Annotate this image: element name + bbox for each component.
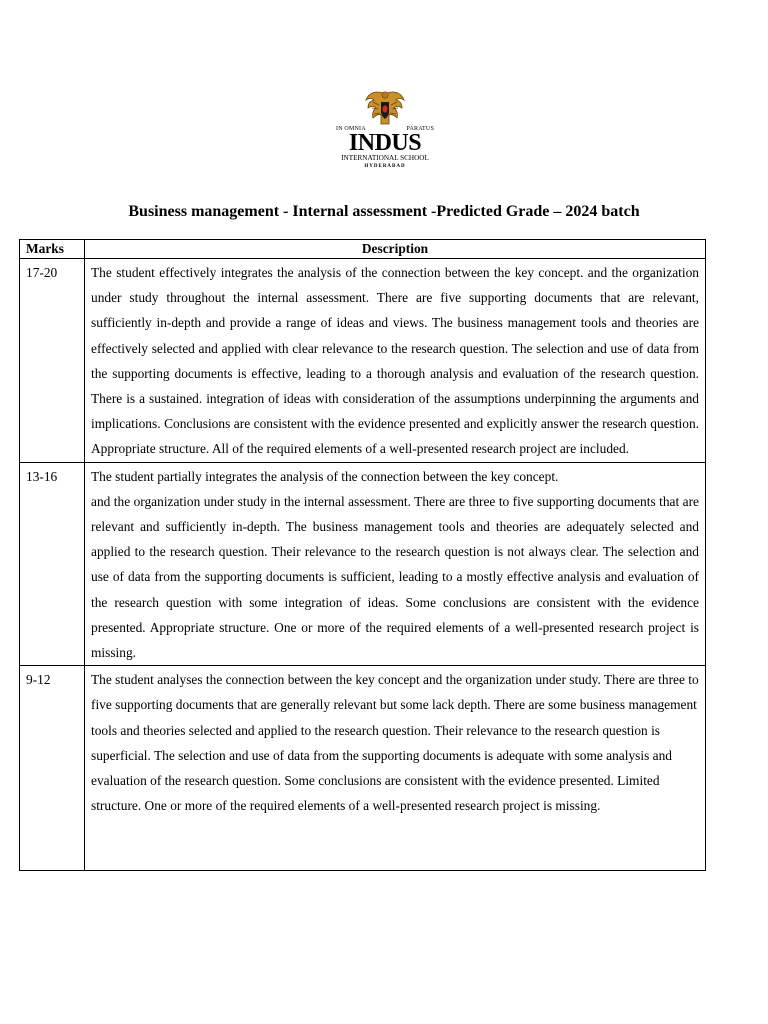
marks-cell: 13-16 [20,462,85,666]
motto-right: PARATUS [406,126,434,132]
description-body: and the organization under study in the internal assessment. There are three to five supporting documents that are relevant and sufficiently in-depth. The business management tools and theories are adequately selected and applied to the research question. Their relevance to the research question is not always clear. The selection and use of data from the supporting documents is sufficient, leading to a mostly effective analysis and evaluation of the research question with some integration of ideas. Some conclusions are consistent with the evidence presented. Appropriate structure. One or more of the required elements of a well-presented research project is missing. [91,493,699,661]
marks-cell: 9-12 [20,666,85,871]
table-header-row [20,240,706,259]
table-row [20,666,706,871]
description-first-line: The student partially integrates the analysis of the connection between the key concept. [91,468,559,484]
description-cell: The student analyses the connection between the key concept and the organization under study. There are three to five supporting documents that are generally relevant but some lack depth. There are some business management tools and theories selected and applied to the research question. Their relevance to the research question is superficial. The selection and use of data from the supporting documents is adequate with some analysis and evaluation of the research question. Some conclusions are consistent with the evidence presented. Limited structure. One or more of the required elements of a well-presented research project is missing. [85,666,706,871]
table-row [20,259,706,463]
description-cell: The student effectively integrates the analysis of the connection between the key concept. and the organization under study throughout the internal assessment. There are five supporting documents that are relevant, sufficiently in-depth and provide a range of ideas and views. The business management tools and theories are effectively selected and applied with clear relevance to the research question. The selection and use of data from the supporting documents is effective, leading to a thorough analysis and evaluation of the research question. There is a sustained. integration of ideas with consideration of the assumptions underpinning the arguments and implications. Conclusions are consistent with the evidence presented and explicitly answer the research question. Appropriate structure. All of the required elements of a well-presented research project are included. [85,259,706,463]
description-cell [85,462,706,666]
grade-descriptor-table [19,239,706,871]
description-column-header: Description [85,240,706,259]
marks-column-header: Marks [20,240,85,259]
school-city: HYDERABAD [364,164,406,169]
marks-cell: 17-20 [20,259,85,463]
school-name: INDUS [348,130,422,156]
page-title: Business management - Internal assessment -Predicted Grade – 2024 batch [128,203,640,220]
motto-left: IN OMNIA [336,126,366,132]
school-logo [330,88,440,178]
table-row [20,462,706,666]
eagle-crest-icon [363,88,407,128]
school-subtitle: INTERNATIONAL SCHOOL [341,154,429,162]
